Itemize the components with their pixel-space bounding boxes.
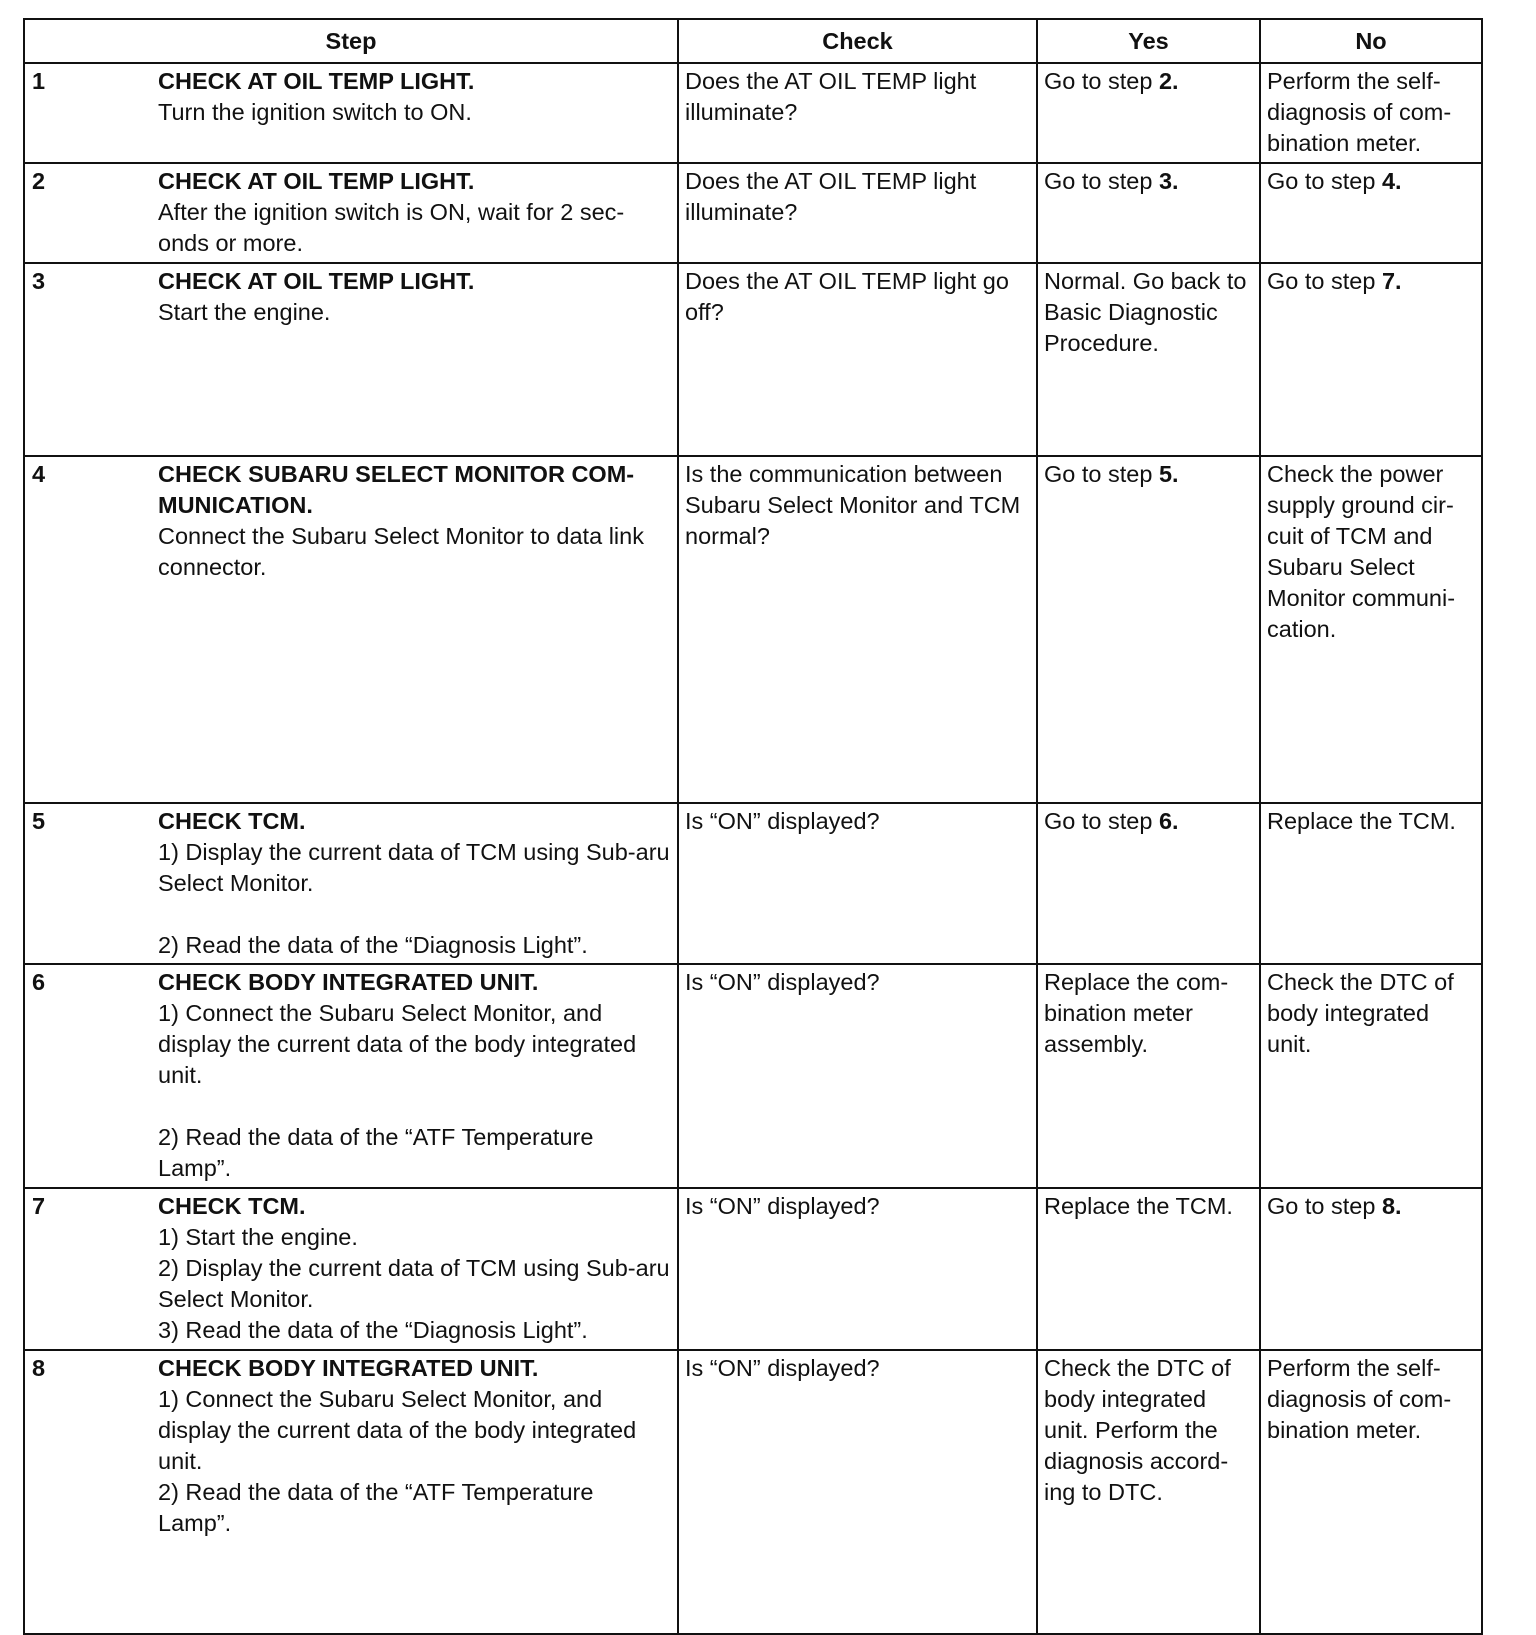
- yes-prefix: Go to step: [1044, 168, 1159, 194]
- no-action: Check the DTC of body integrated unit.: [1267, 969, 1454, 1057]
- step-title: CHECK AT OIL TEMP LIGHT.: [158, 268, 475, 294]
- table-row: [24, 803, 1482, 964]
- yes-prefix: Go to step: [1044, 808, 1159, 834]
- no-cell: [1260, 803, 1482, 964]
- no-action: Check the power supply ground cir-cuit of TCM and Subaru Select Monitor communi-cation.: [1267, 461, 1456, 642]
- step-instruction: 2) Read the data of the “ATF Temperature Lamp”.: [158, 1479, 594, 1536]
- yes-action: Replace the com-bination meter assembly.: [1044, 969, 1229, 1057]
- step-instruction: 1) Display the current data of TCM using Sub-aru Select Monitor.: [158, 839, 670, 896]
- yes-cell: [1037, 1350, 1260, 1634]
- step-cell: [24, 63, 678, 163]
- no-cell: [1260, 63, 1482, 163]
- yes-cell: [1037, 63, 1260, 163]
- check-cell: [678, 1350, 1037, 1634]
- check-question: Is “ON” displayed?: [685, 1355, 880, 1381]
- check-question: Does the AT OIL TEMP light illuminate?: [685, 168, 977, 225]
- step-title: CHECK SUBARU SELECT MONITOR COM-MUNICATION.: [158, 461, 635, 518]
- yes-cell: [1037, 163, 1260, 263]
- no-cell: [1260, 964, 1482, 1188]
- no-step-ref: 4.: [1381, 168, 1402, 194]
- table-row: [24, 1188, 1482, 1350]
- header-row: [24, 19, 1482, 63]
- step-instruction: 3) Read the data of the “Diagnosis Light”.: [158, 1317, 588, 1343]
- check-cell: [678, 964, 1037, 1188]
- step-spacer: [158, 1091, 671, 1122]
- yes-prefix: Go to step: [1044, 68, 1159, 94]
- yes-cell: [1037, 263, 1260, 456]
- step-cell: [24, 1188, 678, 1350]
- step-spacer: [158, 899, 671, 930]
- no-prefix: Go to step: [1267, 1193, 1382, 1219]
- step-cell: [24, 163, 678, 263]
- no-cell: [1260, 263, 1482, 456]
- no-prefix: Go to step: [1267, 168, 1382, 194]
- no-step-ref: 7.: [1381, 268, 1402, 294]
- check-question: Is “ON” displayed?: [685, 808, 880, 834]
- table-row: [24, 263, 1482, 456]
- step-number: 8: [32, 1355, 46, 1381]
- no-cell: [1260, 1350, 1482, 1634]
- step-cell: [24, 456, 678, 803]
- check-cell: [678, 163, 1037, 263]
- step-instruction: Turn the ignition switch to ON.: [158, 99, 472, 125]
- step-cell: [24, 1350, 678, 1634]
- header-check: Check: [678, 19, 1037, 63]
- check-cell: [678, 803, 1037, 964]
- yes-action: Replace the TCM.: [1044, 1193, 1233, 1219]
- step-cell: [24, 964, 678, 1188]
- check-cell: [678, 63, 1037, 163]
- check-question: Is “ON” displayed?: [685, 969, 880, 995]
- step-number: 7: [32, 1193, 46, 1219]
- yes-action: Normal. Go back to Basic Diagnostic Procedure.: [1044, 268, 1247, 356]
- table-row: [24, 163, 1482, 263]
- step-instruction: 1) Connect the Subaru Select Monitor, and display the current data of the body integrated unit.: [158, 1000, 637, 1088]
- header-step: Step: [24, 19, 678, 63]
- step-cell: [24, 263, 678, 456]
- yes-action: [1044, 457, 1253, 490]
- yes-step-ref: 5.: [1158, 461, 1179, 487]
- step-title: CHECK AT OIL TEMP LIGHT.: [158, 68, 475, 94]
- step-number: 1: [32, 68, 46, 94]
- no-action: Replace the TCM.: [1267, 808, 1456, 834]
- table-row: [24, 964, 1482, 1188]
- step-number: 4: [32, 461, 46, 487]
- diagnostic-table: [23, 18, 1483, 1635]
- no-action: [1267, 264, 1475, 297]
- yes-cell: [1037, 964, 1260, 1188]
- step-instruction: Start the engine.: [158, 299, 331, 325]
- yes-cell: [1037, 1188, 1260, 1350]
- step-instruction: 2) Read the data of the “ATF Temperature Lamp”.: [158, 1124, 594, 1181]
- yes-action: Check the DTC of body integrated unit. Perform the diagnosis accord-ing to DTC.: [1044, 1355, 1231, 1505]
- check-question: Is “ON” displayed?: [685, 1193, 880, 1219]
- header-yes: Yes: [1037, 19, 1260, 63]
- check-cell: [678, 1188, 1037, 1350]
- yes-step-ref: 3.: [1158, 168, 1179, 194]
- step-title: CHECK BODY INTEGRATED UNIT.: [158, 969, 539, 995]
- no-cell: [1260, 163, 1482, 263]
- step-instruction: 1) Connect the Subaru Select Monitor, and display the current data of the body integrated unit.: [158, 1386, 637, 1474]
- yes-prefix: Go to step: [1044, 461, 1159, 487]
- check-question: Does the AT OIL TEMP light illuminate?: [685, 68, 977, 125]
- step-title: CHECK BODY INTEGRATED UNIT.: [158, 1355, 539, 1381]
- no-action: [1267, 164, 1475, 197]
- step-cell: [24, 803, 678, 964]
- no-action: Perform the self-diagnosis of com-bination meter.: [1267, 68, 1452, 156]
- step-instruction: 2) Display the current data of TCM using Sub-aru Select Monitor.: [158, 1255, 670, 1312]
- step-number: 5: [32, 808, 46, 834]
- no-cell: [1260, 456, 1482, 803]
- header-no: No: [1260, 19, 1482, 63]
- table-row: [24, 1350, 1482, 1634]
- step-number: 2: [32, 168, 46, 194]
- step-instruction: 1) Start the engine.: [158, 1224, 358, 1250]
- check-question: Is the communication between Subaru Select Monitor and TCM normal?: [685, 461, 1021, 549]
- yes-action: [1044, 804, 1253, 837]
- step-instruction: Connect the Subaru Select Monitor to data link connector.: [158, 523, 644, 580]
- step-number: 6: [32, 969, 46, 995]
- check-question: Does the AT OIL TEMP light go off?: [685, 268, 1009, 325]
- check-cell: [678, 456, 1037, 803]
- step-title: CHECK TCM.: [158, 808, 306, 834]
- yes-cell: [1037, 456, 1260, 803]
- step-instruction: 2) Read the data of the “Diagnosis Light”.: [158, 932, 588, 958]
- step-title: CHECK TCM.: [158, 1193, 306, 1219]
- table-row: [24, 456, 1482, 803]
- no-action: [1267, 1189, 1475, 1222]
- yes-step-ref: 6.: [1158, 808, 1179, 834]
- yes-action: [1044, 64, 1253, 97]
- no-prefix: Go to step: [1267, 268, 1382, 294]
- yes-action: [1044, 164, 1253, 197]
- no-step-ref: 8.: [1381, 1193, 1402, 1219]
- step-instruction: After the ignition switch is ON, wait for 2 sec-onds or more.: [158, 199, 625, 256]
- no-action: Perform the self-diagnosis of com-bination meter.: [1267, 1355, 1452, 1443]
- step-number: 3: [32, 268, 46, 294]
- table-row: [24, 63, 1482, 163]
- step-title: CHECK AT OIL TEMP LIGHT.: [158, 168, 475, 194]
- yes-step-ref: 2.: [1158, 68, 1179, 94]
- no-cell: [1260, 1188, 1482, 1350]
- yes-cell: [1037, 803, 1260, 964]
- check-cell: [678, 263, 1037, 456]
